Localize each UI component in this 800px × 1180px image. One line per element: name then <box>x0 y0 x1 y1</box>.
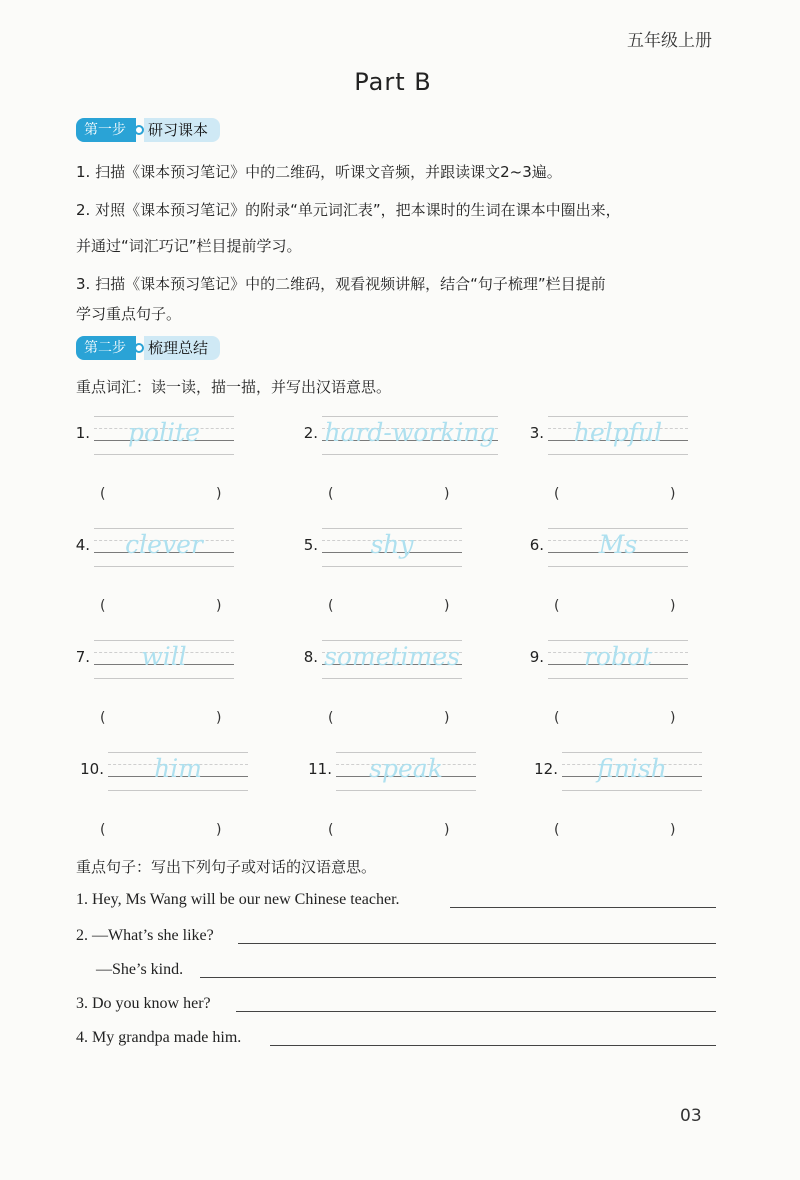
answer-line-3[interactable] <box>236 1011 716 1012</box>
step1-dot <box>134 125 144 135</box>
meaning-paren-close: ) <box>670 822 676 838</box>
traced-word[interactable]: shy <box>370 530 414 559</box>
step1-instruction-1: 1. 扫描《课本预习笔记》中的二维码，听课文音频，并跟读课文2~3遍。 <box>76 163 562 181</box>
sentence-heading: 重点句子：写出下列句子或对话的汉语意思。 <box>76 858 377 876</box>
meaning-paren-open: ( <box>554 598 560 614</box>
word-number: 7. <box>75 648 90 666</box>
sentence-2: 2. —What’s she like? <box>76 927 214 944</box>
guide-line-bottom <box>94 566 234 567</box>
guide-line-top <box>562 752 702 753</box>
traced-word[interactable]: polite <box>128 418 200 447</box>
meaning-blank[interactable] <box>112 710 208 728</box>
meaning-blank[interactable] <box>340 710 436 728</box>
word-number: 9. <box>529 648 544 666</box>
step1-instruction-3: 3. 扫描《课本预习笔记》中的二维码，观看视频讲解，结合“句子梳理”栏目提前 <box>76 275 606 293</box>
step1-instruction-2: 2. 对照《课本预习笔记》的附录“单元词汇表”，把本课时的生词在课本中圈出来， <box>76 201 621 219</box>
meaning-paren-close: ) <box>444 710 450 726</box>
word-number: 6. <box>529 536 544 554</box>
answer-line-2b[interactable] <box>200 977 716 978</box>
sentence-3: 3. Do you know her? <box>76 995 211 1012</box>
guide-line-top <box>548 528 688 529</box>
meaning-blank[interactable] <box>340 598 436 616</box>
guide-line-bottom <box>548 678 688 679</box>
page-title: Part B <box>354 68 432 96</box>
meaning-paren-open: ( <box>554 486 560 502</box>
meaning-paren-close: ) <box>670 598 676 614</box>
word-number: 4. <box>75 536 90 554</box>
meaning-paren-open: ( <box>328 486 334 502</box>
traced-word[interactable]: Ms <box>598 530 638 559</box>
guide-line-bottom <box>562 790 702 791</box>
guide-line-bottom <box>548 566 688 567</box>
meaning-paren-close: ) <box>216 486 222 502</box>
traced-word[interactable]: robot <box>583 642 653 671</box>
guide-line-bottom <box>322 678 462 679</box>
meaning-paren-close: ) <box>216 822 222 838</box>
word-number: 5. <box>303 536 318 554</box>
meaning-blank[interactable] <box>566 822 662 840</box>
grade-label: 五年级上册 <box>627 31 712 51</box>
meaning-paren-close: ) <box>216 710 222 726</box>
word-number: 3. <box>529 424 544 442</box>
meaning-blank[interactable] <box>112 598 208 616</box>
step2-badge <box>76 336 236 360</box>
traced-word[interactable]: hard-working <box>324 418 496 447</box>
guide-line-bottom <box>322 566 462 567</box>
meaning-paren-open: ( <box>328 822 334 838</box>
meaning-paren-close: ) <box>444 486 450 502</box>
answer-line-2[interactable] <box>238 943 716 944</box>
meaning-paren-open: ( <box>328 710 334 726</box>
step2-dot <box>134 343 144 353</box>
guide-line-top <box>322 640 462 641</box>
step1-badge <box>76 118 236 142</box>
meaning-paren-open: ( <box>100 822 106 838</box>
guide-line-top <box>548 640 688 641</box>
traced-word[interactable]: sometimes <box>324 642 460 671</box>
page-number: 03 <box>680 1106 702 1126</box>
guide-line-bottom <box>336 790 476 791</box>
answer-line-4[interactable] <box>270 1045 716 1046</box>
word-number: 2. <box>303 424 318 442</box>
guide-line-top <box>108 752 248 753</box>
meaning-paren-open: ( <box>100 486 106 502</box>
guide-line-top <box>94 640 234 641</box>
meaning-paren-close: ) <box>444 822 450 838</box>
guide-line-top <box>94 416 234 417</box>
word-number: 11. <box>308 760 332 778</box>
meaning-blank[interactable] <box>112 822 208 840</box>
meaning-blank[interactable] <box>566 486 662 504</box>
traced-word[interactable]: him <box>154 754 202 783</box>
meaning-blank[interactable] <box>566 710 662 728</box>
word-number: 8. <box>303 648 318 666</box>
guide-line-bottom <box>322 454 498 455</box>
meaning-paren-open: ( <box>100 598 106 614</box>
guide-line-bottom <box>108 790 248 791</box>
answer-line-1[interactable] <box>450 907 716 908</box>
word-number: 12. <box>534 760 558 778</box>
meaning-blank[interactable] <box>566 598 662 616</box>
meaning-paren-close: ) <box>216 598 222 614</box>
step1-title: 研习课本 <box>144 118 220 142</box>
sentence-2b: —She’s kind. <box>96 961 184 978</box>
guide-line-top <box>94 528 234 529</box>
vocab-heading: 重点词汇：读一读，描一描，并写出汉语意思。 <box>76 378 392 396</box>
guide-line-bottom <box>548 454 688 455</box>
guide-line-top <box>322 416 498 417</box>
meaning-blank[interactable] <box>340 822 436 840</box>
sentence-1: 1. Hey, Ms Wang will be our new Chinese teacher. <box>76 891 400 908</box>
meaning-blank[interactable] <box>112 486 208 504</box>
sentence-4: 4. My grandpa made him. <box>76 1029 242 1046</box>
meaning-paren-close: ) <box>444 598 450 614</box>
guide-line-bottom <box>94 678 234 679</box>
traced-word[interactable]: speak <box>369 754 443 783</box>
traced-word[interactable]: finish <box>597 754 667 783</box>
guide-line-top <box>548 416 688 417</box>
guide-line-top <box>336 752 476 753</box>
word-number: 1. <box>75 424 90 442</box>
traced-word[interactable]: helpful <box>573 418 663 447</box>
step1-number: 第一步 <box>76 118 136 142</box>
step2-number: 第二步 <box>76 336 136 360</box>
meaning-paren-close: ) <box>670 486 676 502</box>
step2-title: 梳理总结 <box>144 336 220 360</box>
meaning-blank[interactable] <box>340 486 436 504</box>
meaning-paren-open: ( <box>100 710 106 726</box>
meaning-paren-open: ( <box>554 822 560 838</box>
guide-line-top <box>322 528 462 529</box>
step1-instruction-2b: 并通过“词汇巧记”栏目提前学习。 <box>76 237 302 255</box>
meaning-paren-open: ( <box>554 710 560 726</box>
guide-line-bottom <box>94 454 234 455</box>
traced-word[interactable]: clever <box>125 530 203 559</box>
meaning-paren-close: ) <box>670 710 676 726</box>
traced-word[interactable]: will <box>141 642 187 671</box>
meaning-paren-open: ( <box>328 598 334 614</box>
word-number: 10. <box>80 760 104 778</box>
step1-instruction-3b: 学习重点句子。 <box>76 305 182 323</box>
